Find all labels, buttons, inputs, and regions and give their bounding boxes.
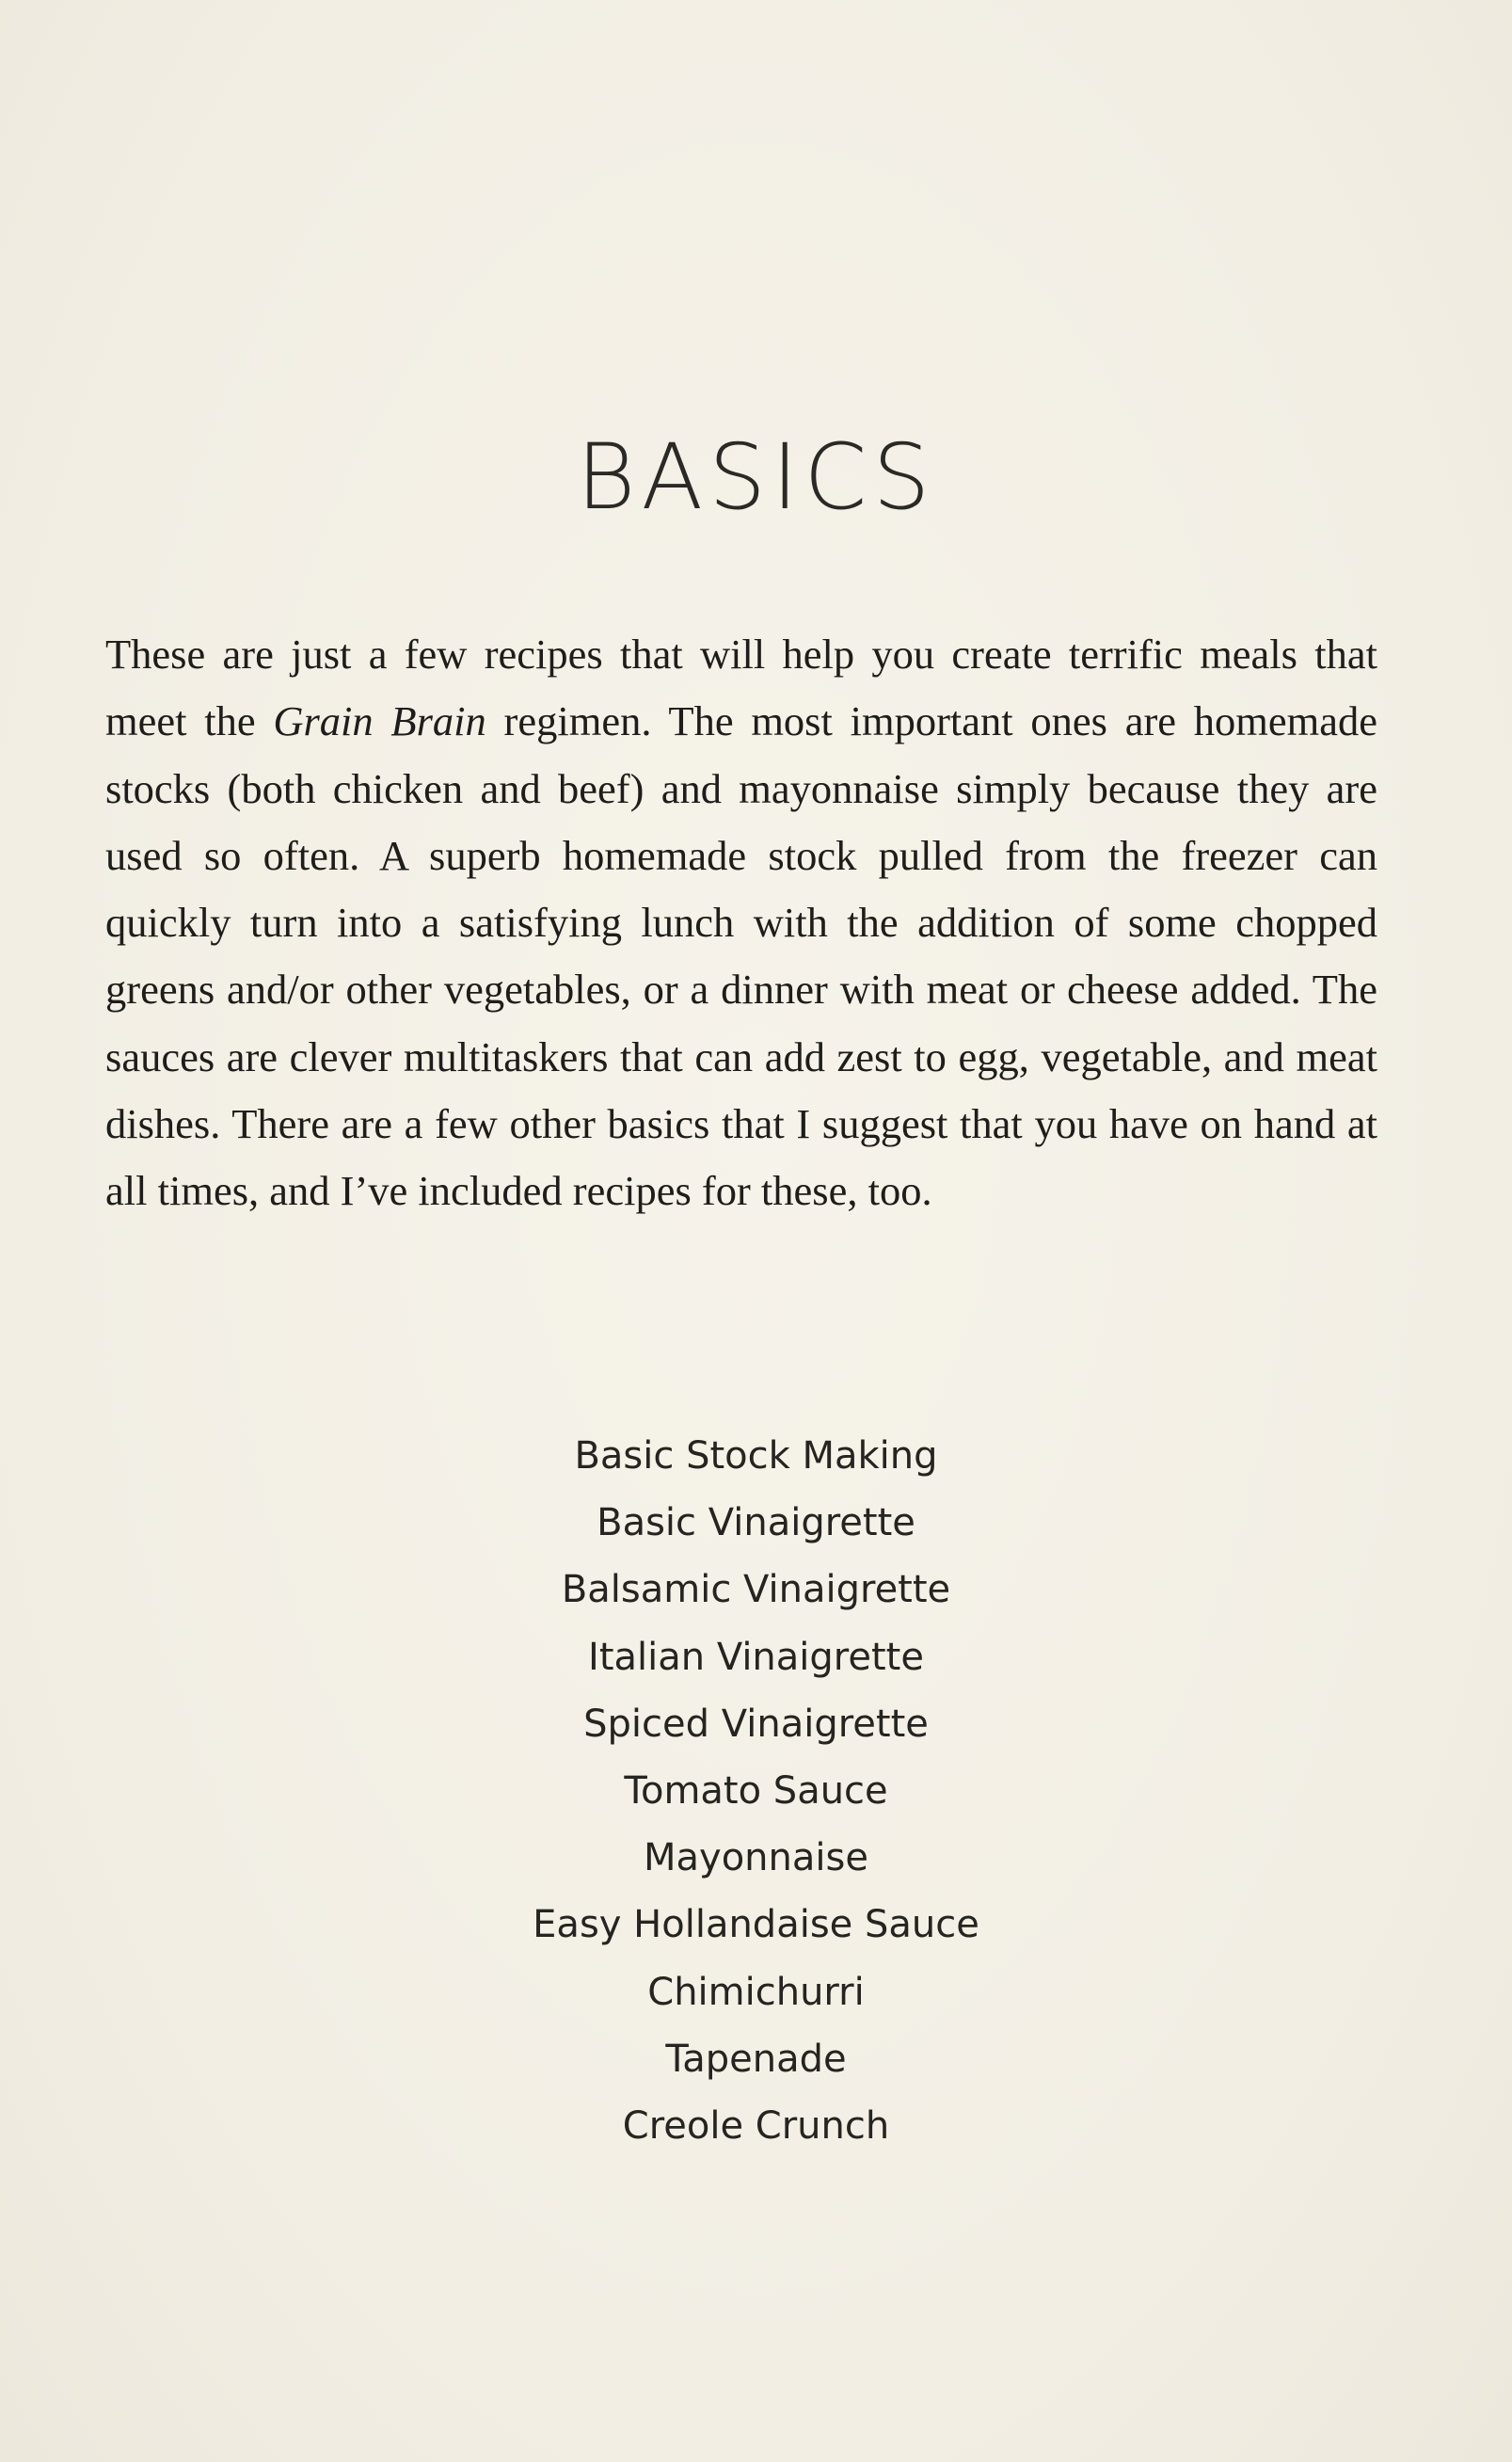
recipe-item-balsamic-vinaigrette: Balsamic Vinaigrette bbox=[561, 1568, 951, 1612]
recipe-item-italian-vinaigrette: Italian Vinaigrette bbox=[588, 1635, 924, 1679]
intro-text-start: These are just a few recipes that will help you create terrific meals that meet the bbox=[105, 631, 1377, 745]
recipe-item-tomato-sauce: Tomato Sauce bbox=[624, 1769, 888, 1814]
page-title: BASICS bbox=[576, 424, 936, 531]
recipe-item-basic-vinaigrette: Basic Vinaigrette bbox=[597, 1501, 915, 1545]
recipe-item-creole-crunch: Creole Crunch bbox=[622, 2104, 890, 2149]
recipe-item-mayonnaise: Mayonnaise bbox=[644, 1836, 868, 1880]
intro-paragraph bbox=[105, 621, 1377, 1225]
recipe-item-spiced-vinaigrette: Spiced Vinaigrette bbox=[583, 1702, 929, 1746]
recipe-item-tapenade: Tapenade bbox=[665, 2037, 847, 2081]
recipe-item-basic-stock-making: Basic Stock Making bbox=[574, 1434, 938, 1478]
recipe-item-chimichurri: Chimichurri bbox=[647, 1970, 865, 2014]
intro-text-end: regimen. The most important ones are homemade stocks (both chicken and beef) and mayonnaise simply because they are used so often. A superb homemade stock pulled from the freezer can quickly turn into a satisfying lunch with the addition of some chopped greens and/or other vegetables, or a dinner with meat or cheese added. The sauces are clever multitaskers that can add zest to egg, vegetable, and meat dishes. There are a few other basics that I suggest that you have on hand at all times, and I’ve included recipes for these, too. bbox=[105, 697, 1377, 1215]
intro-book-title: Grain Brain bbox=[273, 697, 486, 745]
recipe-item-easy-hollandaise-sauce: Easy Hollandaise Sauce bbox=[533, 1903, 979, 1947]
recipe-list bbox=[0, 1423, 1512, 2160]
